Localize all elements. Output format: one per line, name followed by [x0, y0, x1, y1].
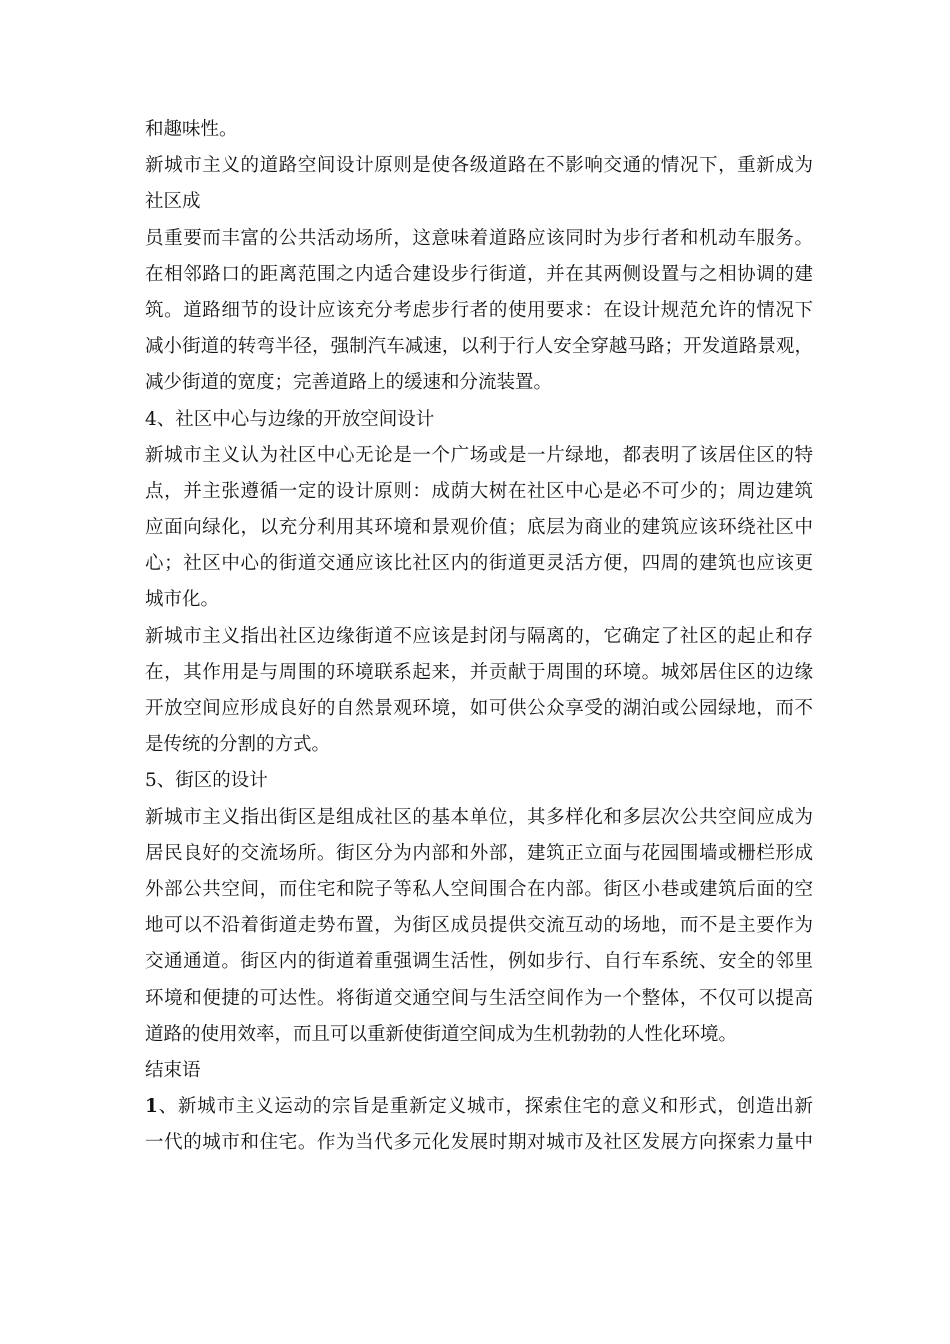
text-line: 减少街道的宽度；完善道路上的缓速和分流装置。: [145, 372, 553, 394]
text-line: 5、街区的设计: [145, 770, 268, 792]
text-line: 新城市主义的道路空间设计原则是使各级道路在不影响交通的情况下，重新成为: [145, 155, 813, 177]
text-line: 心；社区中心的街道交通应该比社区内的街道更灵活方便，四周的建筑也应该更: [145, 553, 813, 575]
text-line: 和趣味性。: [145, 119, 238, 140]
text-line: 在，其作用是与周围的环境联系起来，并贡献于周围的环境。城郊居住区的边缘: [145, 661, 813, 683]
document-body: [145, 112, 813, 1161]
text-line: 地可以不沿着街道走势布置，为街区成员提供交流互动的场地，而不是主要作为: [145, 915, 813, 937]
text-line: 道路的使用效率，而且可以重新使街道空间成为生机勃勃的人性化环境。: [145, 1023, 738, 1045]
text-line: 4、社区中心与边缘的开放空间设计: [145, 408, 435, 430]
text-line: 点，并主张遵循一定的设计原则：成荫大树在社区中心是必不可少的；周边建筑: [145, 480, 813, 502]
text-line: 社区成: [145, 191, 201, 213]
text-line: 城市化。: [145, 589, 220, 611]
text-line: 环境和便捷的可达性。将街道交通空间与生活空间作为一个整体，不仅可以提高: [145, 987, 813, 1009]
text-line: 新城市主义指出社区边缘街道不应该是封闭与隔离的，它确定了社区的起止和存: [145, 625, 813, 647]
text-line: 筑。道路细节的设计应该充分考虑步行者的使用要求：在设计规范允许的情况下: [145, 299, 813, 321]
text-line: 应面向绿化，以充分利用其环境和景观价值；底层为商业的建筑应该环绕社区中: [145, 517, 813, 539]
text-line: 减小街道的转弯半径，强制汽车减速，以利于行人安全穿越马路；开发道路景观，: [145, 336, 813, 358]
text-line: 结束语: [145, 1059, 201, 1081]
text-line: 交通通道。街区内的街道着重强调生活性，例如步行、自行车系统、安全的邻里: [145, 951, 813, 973]
text-line: 一代的城市和住宅。作为当代多元化发展时期对城市及社区发展方向探索力量中: [145, 1132, 813, 1154]
text-line: 开放空间应形成良好的自然景观环境，如可供公众享受的湖泊或公园绿地，而不: [145, 698, 813, 719]
text-line-body: 、新城市主义运动的宗旨是重新定义城市，探索住宅的意义和形式，创造出新: [157, 1096, 813, 1118]
text-line: 外部公共空间，而住宅和院子等私人空间围合在内部。街区小巷或建筑后面的空: [145, 878, 813, 900]
text-line: 员重要而丰富的公共活动场所，这意味着道路应该同时为步行者和机动车服务。: [145, 227, 813, 249]
text-line: 居民良好的交流场所。街区分为内部和外部，建筑正立面与花园围墙或栅栏形成: [145, 842, 813, 864]
text-line: 新城市主义认为社区中心无论是一个广场或是一片绿地，都表明了该居住区的特: [145, 444, 813, 466]
text-line: 在相邻路口的距离范围之内适合建设步行街道，并在其两侧设置与之相协调的建: [145, 263, 813, 285]
text-line: 新城市主义指出街区是组成社区的基本单位，其多样化和多层次公共空间应成为: [145, 806, 813, 828]
list-number: 1: [145, 1096, 158, 1118]
text-line: 是传统的分割的方式。: [145, 734, 331, 756]
text-line: [145, 1089, 813, 1125]
